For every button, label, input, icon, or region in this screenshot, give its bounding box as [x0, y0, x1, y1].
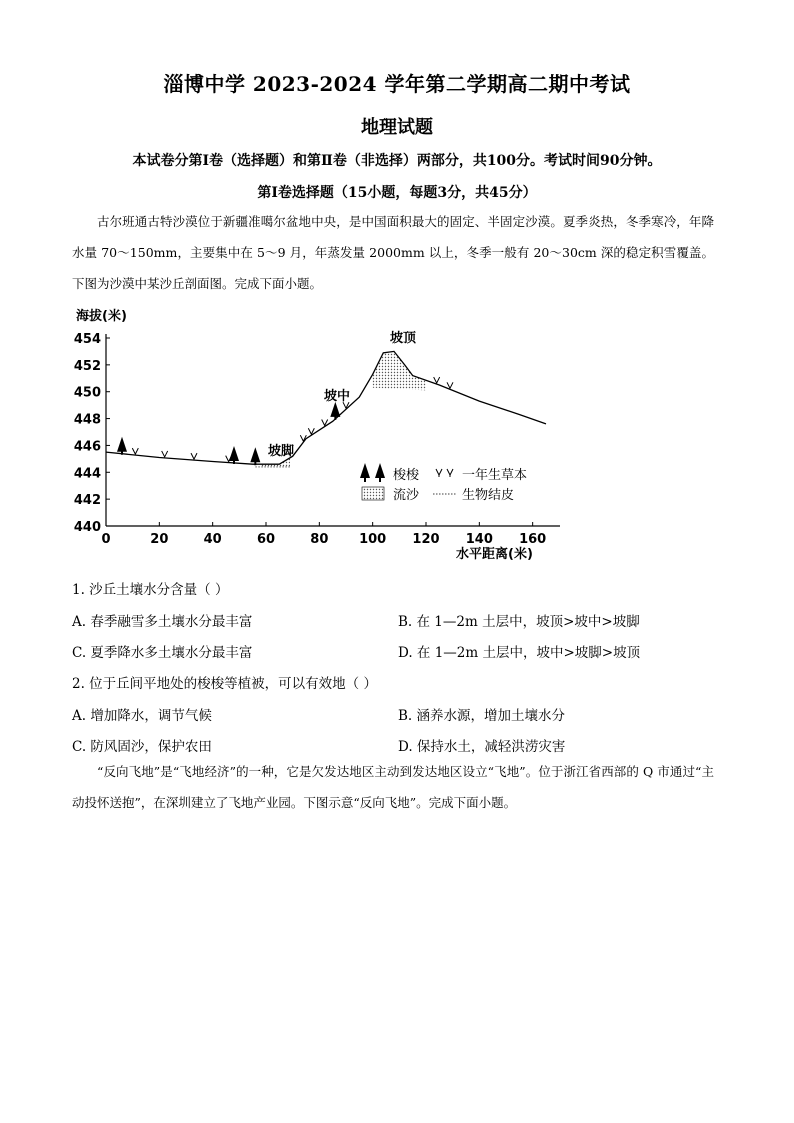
dune-profile-line — [106, 351, 546, 464]
saxaul-tree — [330, 402, 340, 420]
y-tick-label: 452 — [73, 358, 101, 374]
annual-herb — [191, 453, 197, 459]
saxaul-trunk — [233, 460, 235, 464]
sand-swatch — [362, 487, 384, 500]
saxaul-trunk — [334, 416, 336, 420]
legend-crust: 生物结皮 — [462, 488, 515, 503]
q1-option-a[interactable]: A. 春季融雪多土壤水分最丰富 — [72, 614, 253, 630]
annual-herb — [447, 382, 453, 388]
legend-quicksand: 流沙 — [393, 488, 420, 503]
y-tick-label: 450 — [73, 385, 101, 401]
x-tick-label: 140 — [465, 532, 493, 547]
tree-icon — [360, 463, 385, 482]
label-slope-middle: 坡中 — [324, 389, 351, 404]
legend-herb: 一年生草本 — [462, 468, 528, 483]
herb-icon — [436, 469, 453, 477]
dune-profile-chart — [60, 302, 580, 570]
x-tick-label: 60 — [256, 532, 276, 547]
legend — [360, 463, 527, 503]
question-1: 1. 沙丘土壤水分含量（ ） — [72, 582, 229, 598]
q1-option-d[interactable]: D. 在 1—2m 土层中，坡中>坡脚>坡顶 — [398, 645, 641, 661]
saxaul-tree — [229, 446, 239, 464]
passage-desert: 古尔班通古特沙漠位于新疆准噶尔盆地中央，是中国面积最大的固定、半固定沙漠。夏季炎热，冬季寒冷，年降水量 70～150mm，主要集中在 5～9 月，年蒸发量 2000mm 以上，冬季一般有 20～30cm 深的稳定积雪覆盖。下图为沙漠中某沙丘剖面图。完成下面小题。 — [72, 214, 714, 291]
exam-title: 淄博中学 2023-2024 学年第二学期高二期中考试 — [163, 72, 631, 96]
saxaul-tree — [117, 437, 127, 455]
label-slope-foot: 坡脚 — [268, 444, 295, 459]
saxaul-trunk — [121, 451, 123, 455]
x-tick-label: 120 — [412, 532, 440, 547]
legend-saxaul: 梭梭 — [393, 468, 420, 483]
annual-herb — [132, 448, 138, 454]
saxaul-crown — [117, 437, 127, 452]
x-tick-label: 100 — [359, 532, 387, 547]
q2-option-b[interactable]: B. 涵养水源，增加土壤水分 — [398, 708, 566, 724]
x-tick-label: 40 — [203, 532, 222, 547]
annual-herb — [434, 377, 440, 383]
section-heading: 第Ⅰ卷选择题（15小题，每题3分，共45分） — [257, 185, 537, 201]
q2-option-c[interactable]: C. 防风固沙，保护农田 — [72, 739, 212, 755]
quicksand-area — [261, 458, 290, 467]
saxaul-trunk — [254, 461, 256, 465]
passage-reverse-enclave: “反向飞地”是“飞地经济”的一种，它是欠发达地区主动到发达地区设立“飞地”。位于浙江省西部的 Q 市通过“主动投怀送抱”，在深圳建立了飞地产业园。下图示意“反向飞地”。完成下面小题。 — [72, 764, 714, 810]
x-axis-label: 水平距离(米) — [456, 547, 533, 562]
label-slope-top: 坡顶 — [390, 331, 417, 346]
y-tick-label: 446 — [73, 439, 101, 455]
exam-subtitle: 地理试题 — [361, 117, 433, 138]
x-tick-label: 0 — [101, 532, 111, 547]
y-tick-label: 444 — [73, 466, 101, 482]
y-tick-label: 440 — [73, 520, 101, 535]
y-tick-label: 442 — [73, 493, 101, 509]
y-tick-label: 454 — [73, 332, 101, 347]
saxaul-tree — [250, 447, 260, 465]
x-tick-label: 20 — [150, 532, 169, 547]
q1-option-b[interactable]: B. 在 1—2m 土层中，坡顶>坡中>坡脚 — [398, 614, 640, 630]
annual-herb — [162, 451, 168, 457]
y-axis-label: 海拔(米) — [76, 309, 127, 324]
saxaul-crown — [330, 402, 340, 417]
x-tick-label: 80 — [310, 532, 329, 547]
q2-option-a[interactable]: A. 增加降水，调节气候 — [72, 708, 212, 724]
question-2: 2. 位于丘间平地处的梭梭等植被，可以有效地（ ） — [72, 676, 377, 692]
y-tick-label: 448 — [73, 412, 101, 428]
exam-note: 本试卷分第Ⅰ卷（选择题）和第Ⅱ卷（非选择）两部分，共100分。考试时间90分钟。 — [132, 153, 662, 169]
x-tick-label: 160 — [519, 532, 547, 547]
q1-option-c[interactable]: C. 夏季降水多土壤水分最丰富 — [72, 645, 253, 661]
saxaul-crown — [250, 447, 260, 462]
q2-option-d[interactable]: D. 保持水土，减轻洪涝灾害 — [398, 739, 566, 755]
